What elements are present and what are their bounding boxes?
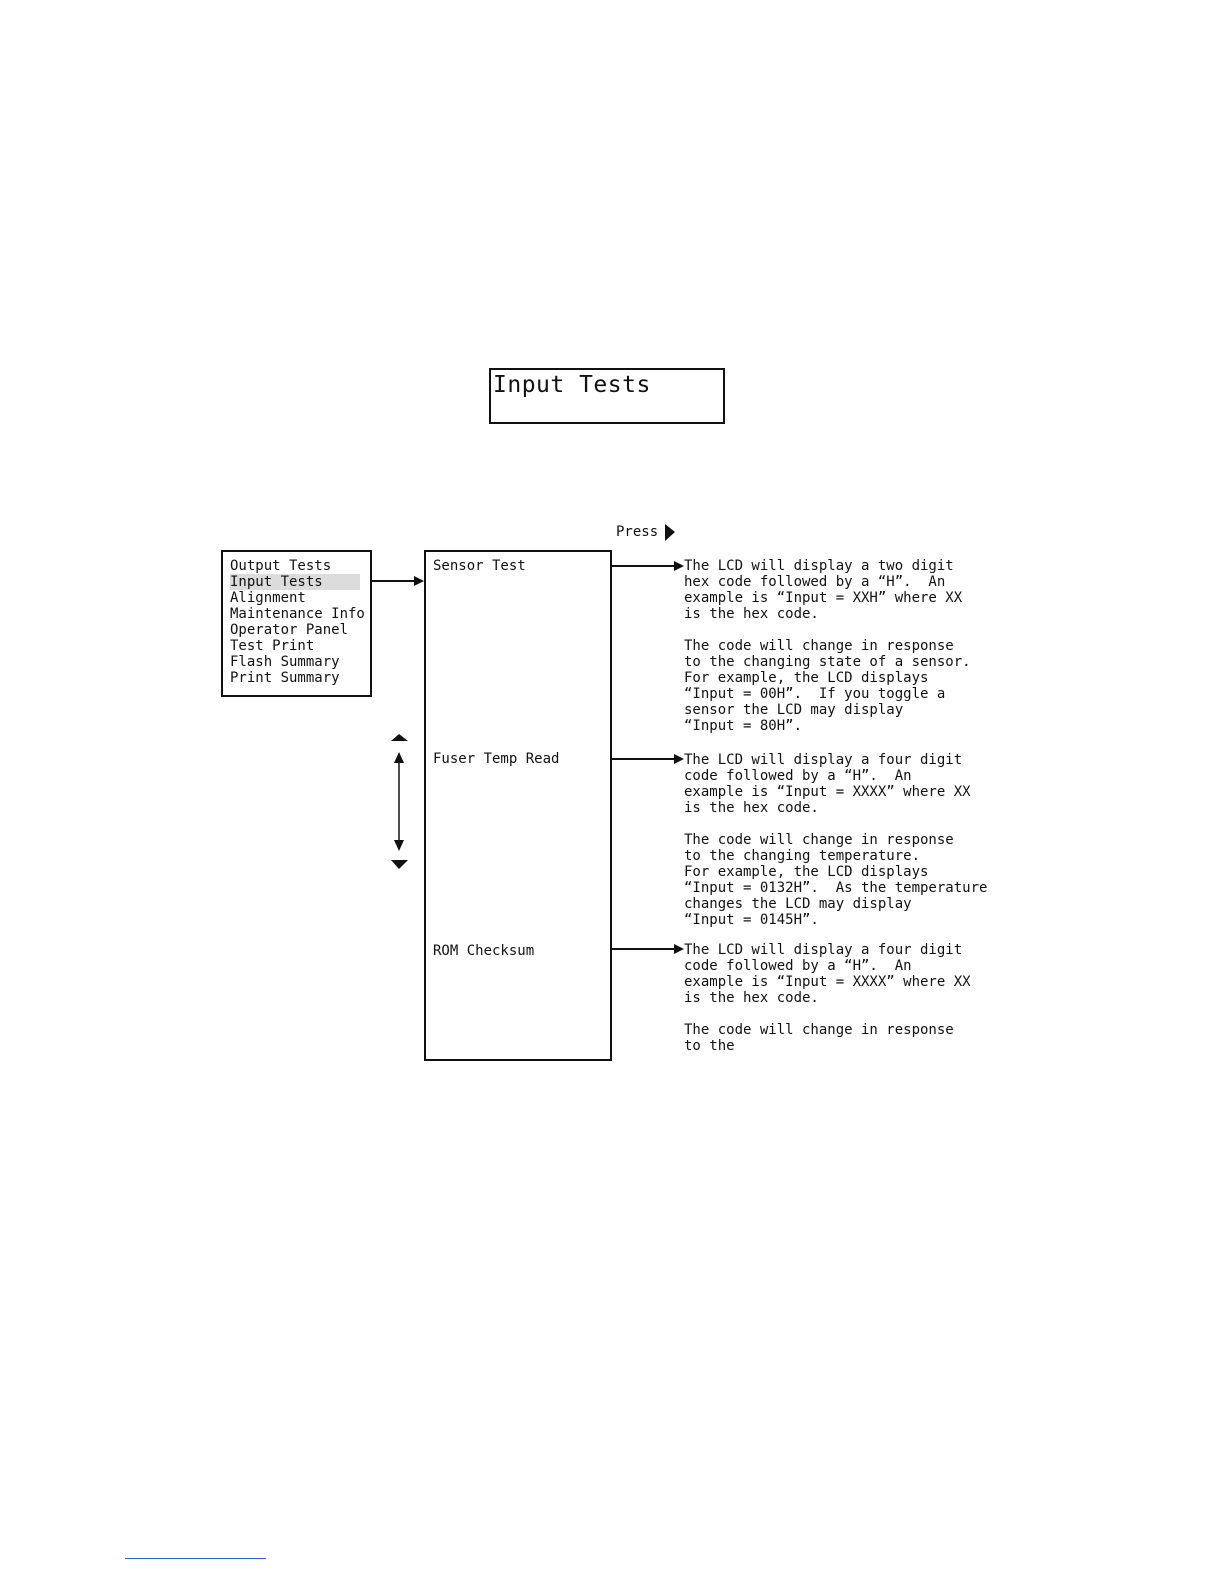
menu-item-test-print[interactable]: Test Print [230,638,315,654]
menu-item-operator-panel[interactable]: Operator Panel [230,622,349,638]
test-sensor-test[interactable]: Sensor Test [433,558,526,574]
rom-checksum-description: The LCD will display a four digit code followed by a “H”. An example is “Input = XXXX” where XX is the hex code. The code will change in response to the [684,942,971,1054]
scroll-line-top-arrowhead [394,752,404,763]
lcd-title-text: Input Tests [493,372,651,398]
press-label: Press [616,524,659,540]
lcd-display [489,368,725,424]
test-rom-checksum[interactable]: ROM Checksum [433,943,535,959]
scroll-line-bottom-arrowhead [394,840,404,851]
down-triangle-icon[interactable] [391,860,408,869]
menu-list [221,550,372,697]
sensor-test-arrowhead [674,561,684,571]
up-triangle-icon[interactable] [391,734,408,741]
menu-to-tests-arrowhead [414,576,424,586]
fuser-temp-description: The LCD will display a four digit code followed by a “H”. An example is “Input = XXXX” where XX is the hex code. The code will change in response to the changing temperature. For example, the LCD displays “Input = 0132H”. As the temperature changes the LCD may display “Input = 0145H”. [684,752,988,928]
footer-rule [125,1558,266,1559]
menu-item-maintenance-info[interactable]: Maintenance Info [230,606,365,622]
menu-item-output-tests[interactable]: Output Tests [230,558,332,574]
menu-item-flash-summary[interactable]: Flash Summary [230,654,340,670]
right-triangle-icon[interactable] [665,524,675,541]
sensor-test-description: The LCD will display a two digit hex code followed by a “H”. An example is “Input = XXH” where XX is the hex code. The code will change in response to the changing state of a sensor. For example, the LCD displays “Input = 00H”. If you toggle a sensor the LCD may display “Input = 80H”. [684,558,971,734]
fuser-temp-arrowhead [674,754,684,764]
menu-item-print-summary[interactable]: Print Summary [230,670,340,686]
test-fuser-temp-read[interactable]: Fuser Temp Read [433,751,560,767]
rom-checksum-arrowhead [674,944,684,954]
tests-list [424,550,612,1061]
menu-item-alignment[interactable]: Alignment [230,590,306,606]
menu-item-input-tests[interactable]: Input Tests [230,574,360,590]
